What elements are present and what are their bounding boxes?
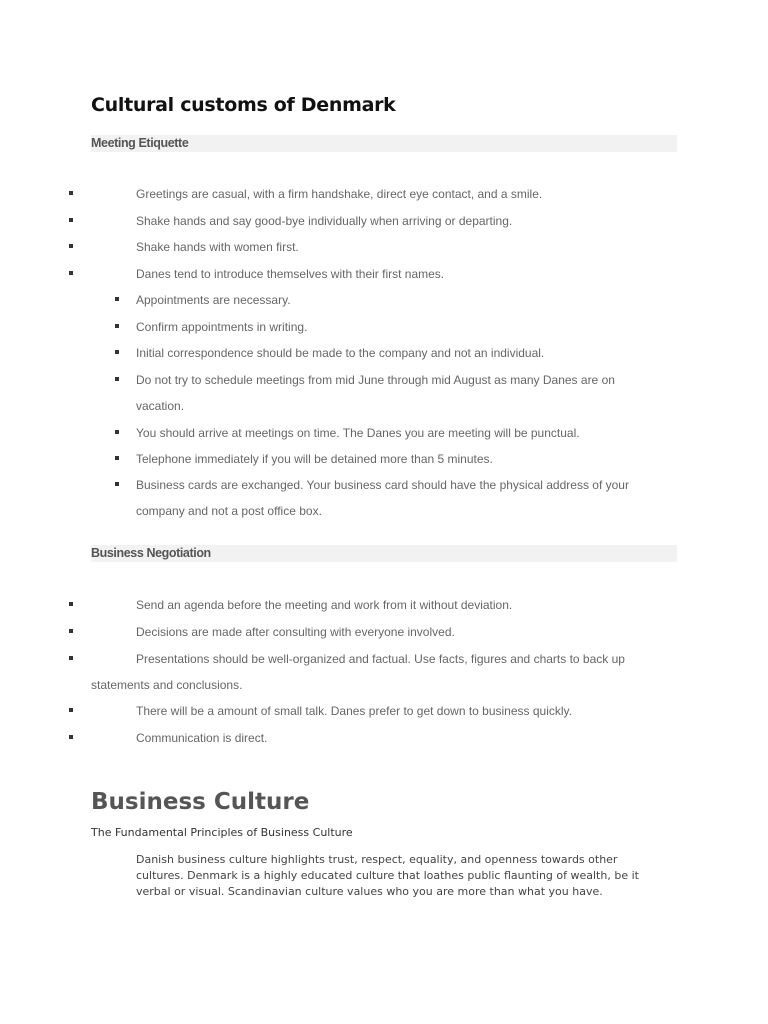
paragraph-line: cultures. Denmark is a highly educated culture that loathes public flaunting of wealth, be it — [136, 869, 639, 882]
bullet-icon — [115, 456, 119, 460]
list-item: Shake hands with women first. — [136, 240, 299, 254]
business-culture-subheading: The Fundamental Principles of Business Culture — [91, 826, 353, 839]
list-item-continuation: statements and conclusions. — [91, 678, 243, 692]
bullet-icon — [69, 218, 73, 222]
list-item: There will be a amount of small talk. Danes prefer to get down to business quickly. — [136, 704, 572, 718]
bullet-icon — [69, 191, 73, 195]
bullet-icon — [115, 324, 119, 328]
bullet-icon — [115, 297, 119, 301]
list-item: Decisions are made after consulting with everyone involved. — [136, 625, 455, 639]
bullet-icon — [115, 350, 119, 354]
page-title: Cultural customs of Denmark — [91, 94, 396, 116]
business-culture-heading: Business Culture — [91, 789, 310, 815]
bullet-icon — [69, 271, 73, 275]
section-header-meeting-etiquette — [91, 135, 677, 152]
bullet-icon — [69, 244, 73, 248]
bullet-icon — [115, 377, 119, 381]
list-item: You should arrive at meetings on time. The Danes you are meeting will be punctual. — [136, 426, 580, 440]
bullet-icon — [115, 430, 119, 434]
list-item: Greetings are casual, with a firm handshake, direct eye contact, and a smile. — [136, 187, 543, 201]
bullet-icon — [69, 656, 73, 660]
bullet-icon — [69, 708, 73, 712]
list-item: Initial correspondence should be made to the company and not an individual. — [136, 346, 545, 360]
list-item: Danes tend to introduce themselves with their first names. — [136, 267, 445, 281]
section-header-business-negotiation — [91, 545, 677, 562]
list-item: Shake hands and say good-bye individually when arriving or departing. — [136, 214, 513, 228]
list-item: Send an agenda before the meeting and work from it without deviation. — [136, 598, 513, 612]
bullet-icon — [69, 602, 73, 606]
section-heading: Business Negotiation — [91, 546, 211, 560]
list-item-continuation: vacation. — [136, 399, 185, 413]
paragraph-line: verbal or visual. Scandinavian culture values who you are more than what you have. — [136, 885, 603, 898]
list-item: Telephone immediately if you will be detained more than 5 minutes. — [136, 452, 493, 466]
list-item: Communication is direct. — [136, 731, 268, 745]
section-heading: Meeting Etiquette — [91, 136, 189, 150]
list-item: Do not try to schedule meetings from mid June through mid August as many Danes are on — [136, 373, 615, 387]
list-item-continuation: company and not a post office box. — [136, 504, 322, 518]
list-item: Appointments are necessary. — [136, 293, 291, 307]
list-item: Confirm appointments in writing. — [136, 320, 308, 334]
list-item: Business cards are exchanged. Your business card should have the physical address of your — [136, 478, 629, 492]
paragraph-line: Danish business culture highlights trust, respect, equality, and openness towards other — [136, 853, 618, 866]
bullet-icon — [69, 735, 73, 739]
list-item: Presentations should be well-organized and factual. Use facts, figures and charts to back up — [136, 652, 625, 666]
bullet-icon — [115, 482, 119, 486]
bullet-icon — [69, 629, 73, 633]
